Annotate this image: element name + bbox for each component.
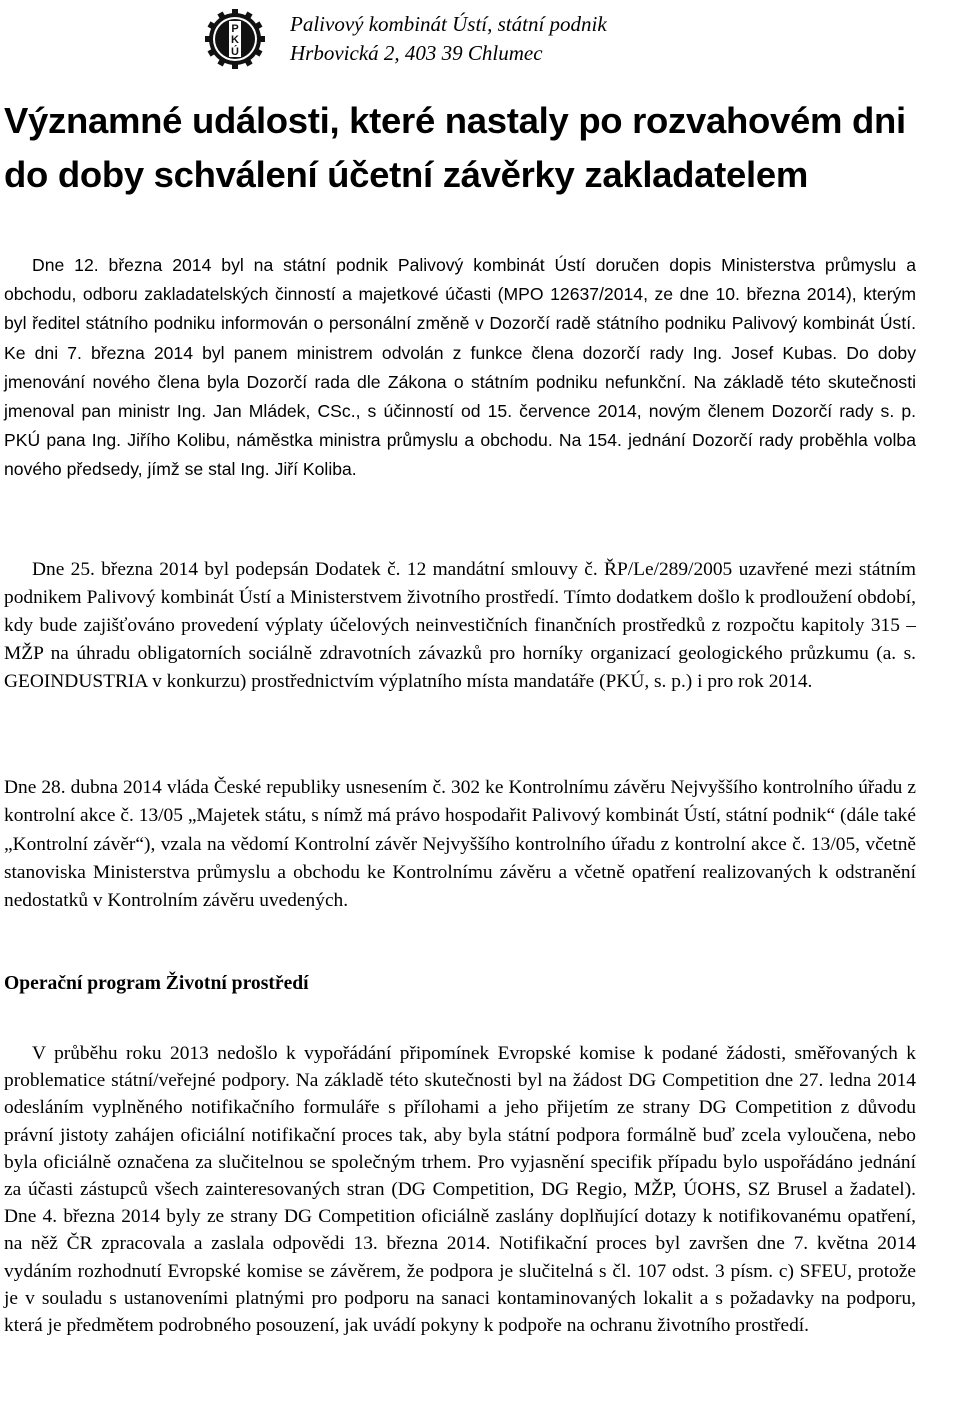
logo-letter: Ú [231,46,239,58]
paragraph-text: Dne 28. dubna 2014 vláda České republiky usnesením č. 302 ke Kontrolnímu závěru Nejvyššího kontrolního úřadu z kontrolní akce č. 13/05 „Majetek státu, s nímž má právo hospodařit Palivový kombinát Ústí, státní podnik“ (dále také „Kontrolní závěr“), vzala na vědomí Kontrolní závěr Nejvyššího kontrolního úřadu z kontrolní akce č. 13/05, včetně stanoviska Ministerstva průmyslu a obchodu ke Kontrolnímu závěru a včetně opatření realizovaných k odstranění nedostatků v Kontrolním závěru uvedených. [4,777,916,912]
pku-logo-icon [204,8,266,70]
paragraph-text: Dne 12. března 2014 byl na státní podnik Palivový kombinát Ústí doručen dopis Ministerstva průmyslu a obchodu, odboru zakladatelských činností a majetkové účasti (MPO 12637/2014, ze dne 10. března 2014), kterým byl ředitel státního podniku informován o personální změně v Dozorčí radě státního podniku Palivový kombinát Ústí. Ke dni 7. března 2014 byl panem ministrem odvolán z funkce člena dozorčí rady Ing. Josef Kubas. Do doby jmenování nového člena byla Dozorčí rada dle Zákona o státním podniku nefunkční. Na základě této skutečnosti jmenoval pan ministr Ing. Jan Mládek, CSc., s účinností od 15. července 2014, novým členem Dozorčí rady s. p. PKÚ pana Ing. Jiřího Kolibu, náměstka ministra průmyslu a obchodu. Na 154. jednání Dozorčí rady proběhla volba nového předsedy, jímž se stal Ing. Jiří Koliba. [4,255,916,480]
logo-letter: K [231,34,239,46]
paragraph-mandate-contract [4,556,916,696]
organization-name: Palivový kombinát Ústí, státní podnik [290,12,607,36]
paragraph-environment-program [4,1040,916,1339]
paragraph-text: Dne 25. března 2014 byl podepsán Dodatek č. 12 mandátní smlouvy č. ŘP/Le/289/2005 uzavřené mezi státním podnikem Palivový kombinát Ústí a Ministerstvem životního prostředí. Tímto dodatkem došlo k prodloužení období, kdy bude zajišťováno provedení výplaty účelových neinvestičních finančních prostředků z rozpočtu kapitoly 315 – MŽP na úhradu obligatorních sociálně zdravotních závazků pro horníky organizací geologického průzkumu (a. s. GEOINDUSTRIA v konkurzu) prostřednictvím výplatního místa mandatáře (PKÚ, s. p.) i pro rok 2014. [4,559,916,693]
paragraph-government-resolution [4,774,916,915]
paragraph-supervisory-board [4,251,916,485]
page-title: Významné události, které nastaly po rozvahovém dni do doby schválení účetní závěrky zakladatelem [4,100,906,195]
organization-header [290,10,607,68]
paragraph-text: V průběhu roku 2013 nedošlo k vypořádání připomínek Evropské komise k podané žádosti, směřovaných k problematice státní/veřejné podpory. Na základě této skutečnosti byl na žádost DG Competition dne 27. ledna 2014 odesláním vyplněného notifikačního formuláře s přílohami a jeho přijetím ze strany DG Competition z důvodu právní jistoty zahájen oficiální notifikační proces tak, aby byla státní podpora formálně buď zcela vyloučena, nebo byla oficiálně označena za slučitelnou se společným trhem. Pro vyjasnění specifik případu bylo uspořádáno jednání za účasti zástupců všech zainteresovaných stran (DG Competition, DG Regio, MŽP, ÚOHS, SZ Brusel a žadatel). Dne 4. března 2014 byly ze strany DG Competition oficiálně zaslány doplňující dotazy k notifikovanému opatření, na něž ČR zpracovala a zaslala odpovědi 13. března 2014. Notifikační proces byl završen dne 7. května 2014 vydáním rozhodnutí Evropské komise se závěrem, že podpora je slučitelná s čl. 107 odst. 3 písm. c) SFEU, protože je v souladu s ustanoveními platnými pro podporu na sanaci kontaminovaných lokalit a s požadavky na podporu, která je předmětem podrobného posouzení, jak uvádí pokyny k podpoře na ochranu životního prostředí. [4,1043,916,1337]
logo-letter: P [231,23,239,35]
section-heading: Operační program Životní prostředí [4,973,309,994]
organization-address: Hrbovická 2, 403 39 Chlumec [290,41,543,65]
